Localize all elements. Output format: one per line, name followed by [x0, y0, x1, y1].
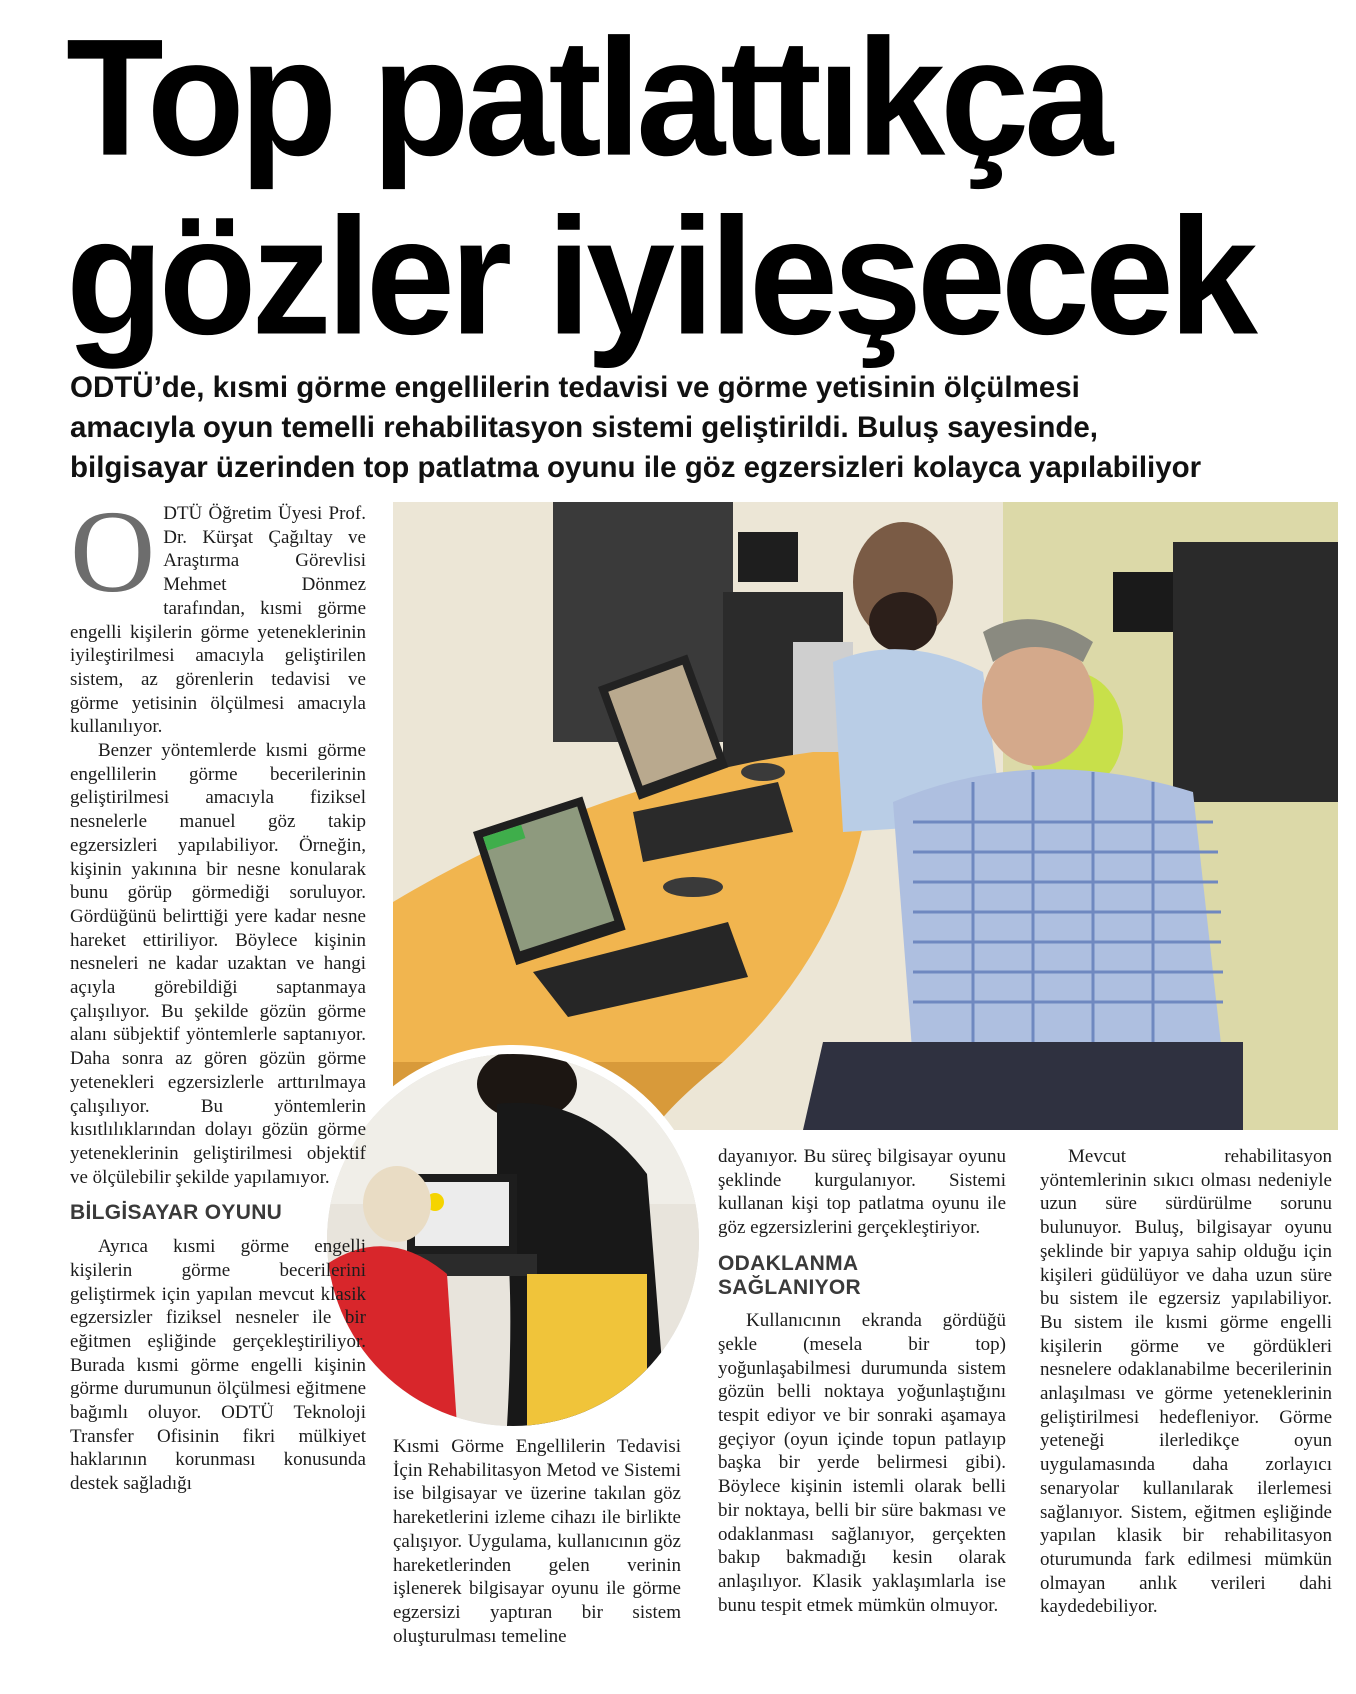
subhead-bilgisayar-oyunu: BİLGİSAYAR OYUNU: [70, 1201, 283, 1225]
column-3-paragraph-1: dayanıyor. Bu süreç bilgisayar oyunu şeklinde kurgulanıyor. Sistemi kullanan kişi top patlatma oyunu ile göz egzersizlerini gerçekleştiriyor.: [718, 1146, 1006, 1239]
drop-cap: O: [70, 486, 156, 617]
column-4-paragraph-1: Mevcut rehabilitasyon yöntemlerinin sıkıcı olması nedeniyle uzun süre sürdürülme sorunu bulunuyor. Buluş, bilgisayar oyunu şeklinde bir yapıya sahip olduğu için kişileri güdülüyor ve daha uzun süre bu sistem ile egzersiz yapılabiliyor. Bu sistem ile kısmi görme engelli kişilerin görme ve gördükleri nesnelere odaklanabilme becerilerinin anlaşılması ve görme yeteneklerinin geliştirilmesi hedefleniyor. Görme yeteneği ilerledikçe oyun uygulamasında daha zorlayıcı senaryolar kullanılarak ilerlemesi sağlanıyor. Sistem, eğitmen eşliğinde yapılan klasik bir rehabilitasyon oturumunda fark edilmesi mümkün olmayan anlık verileri dahi kaydedebiliyor.: [1040, 1146, 1332, 1618]
main-photo: [393, 502, 1338, 1130]
headline: [66, 3, 1356, 369]
deck-line-1: ODTÜ’de, kısmi görme engellilerin tedavisi ve görme yetisinin ölçülmesi: [70, 371, 1080, 404]
inset-photo-illustration: [327, 1054, 699, 1426]
subhead-odaklanma-saglaniyor: ODAKLANMA SAĞLANIYOR: [718, 1251, 862, 1299]
column-1-paragraph-2: Benzer yöntemlerde kısmi görme engellilerin görme becerilerinin geliştirilmesi amacıyla fiziksel nesnelerle manuel göz takip egzersizleri yapılabiliyor. Örneğin, kişinin yakınına bir nesne konularak bunu görüp görmediği soruluyor. Gördüğünü belirttiği yere kadar nesne hareket ettiriliyor. Böylece kişinin nesneleri ne kadar uzaktan ve hangi açıyla görebildiği saptanmaya çalışılıyor. Bu şekilde gözün görme alanı sübjektif yöntemlerle saptanıyor. Daha sonra az gören gözün görme yetenekleri egzersizlerle arttırılmaya çalışılıyor. Bu yöntemlerin kısıtlılıklarından dolayı gözün görme yeteneklerinin geliştirilmesi objektif ve ölçülebilir şekilde yapılamıyor.: [70, 740, 366, 1188]
column-2: [393, 1435, 681, 1648]
headline-line-2: gözler iyileşecek: [66, 182, 1253, 369]
deck-line-2: amacıyla oyun temelli rehabilitasyon sistemi geliştirildi. Buluş sayesinde,: [70, 411, 1098, 444]
column-2-paragraph-1: Kısmi Görme Engellilerin Tedavisi İçin Rehabilitasyon Metod ve Sistemi ise bilgisayar ve üzerine takılan göz hareketlerini izleme cihazı ile birlikte çalışıyor. Uygulama, kullanıcının göz hareketlerinden gelen verinin işlenerek bilgisayar oyunu ile görme egzersizi yaptıran bir sistem oluşturulması temeline: [393, 1436, 681, 1647]
column-1: [70, 486, 366, 1496]
deck-line-3: bilgisayar üzerinden top patlatma oyunu ile göz egzersizleri kolayca yapılabiliyor: [70, 451, 1202, 484]
headline-line-1: Top patlattıkça: [66, 3, 1109, 191]
column-3: [718, 1145, 1006, 1617]
column-4: [1040, 1145, 1332, 1619]
main-photo-illustration: [393, 502, 1338, 1130]
column-1-paragraph-3: Ayrıca kısmi görme engelli kişilerin görme becerilerini geliştirmek için yapılan mevcut klasik egzersizler fiziksel nesneler ile bir eğitmen eşliğinde gerçekleştiriliyor. Burada kısmi görme engelli kişinin görme durumunun ölçülmesi eğitmene bağımlı oluyor. ODTÜ Teknoloji Transfer Ofisinin fikri mülkiyet haklarının korunması konusunda destek sağladığı: [70, 1236, 366, 1495]
column-3-paragraph-2: Kullanıcının ekranda gördüğü şekle (mesela bir top) yoğunlaşabilmesi durumunda sistem gözün belli noktaya yoğunlaştığını tespit ediyor ve bir sonraki aşamaya geçiyor (oyun içinde topun patlayıp başka bir yerde belirmesi gibi). Böylece kişinin istemli olarak belli bir noktaya, belli bir süre bakması ve odaklanması sağlanıyor, gerçekten bakıp bakmadığı kesin olarak anlaşılıyor. Klasik yaklaşımlarla ise bunu tespit etmek mümkün olmuyor.: [718, 1310, 1006, 1616]
deck: [70, 368, 1350, 488]
column-1-paragraph-1-text: DTÜ Öğretim Üyesi Prof. Dr. Kürşat Çağıltay ve Araştırma Görevlisi Mehmet Dönmez tarafından, kısmi görme engelli kişilerin görme yeteneklerinin iyileştirilmesi amacıyla geliştirilen sistem, az görenlerin tedavisi ve görme yetisinin ölçülmesi amacıyla kullanılıyor.: [70, 503, 366, 738]
inset-photo: [318, 1045, 708, 1435]
column-1-paragraph-1: [70, 486, 366, 739]
